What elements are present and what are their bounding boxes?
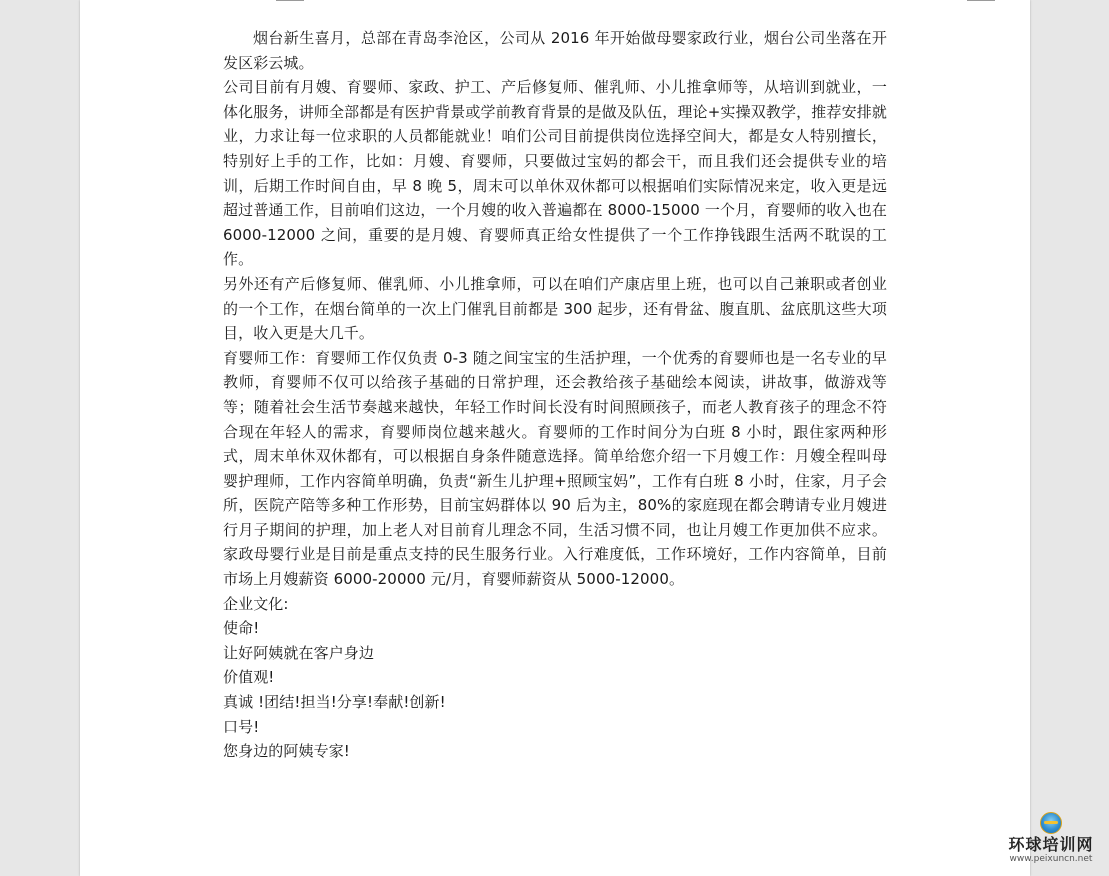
watermark-title: 环球培训网 — [1008, 835, 1094, 854]
paragraph-intro: 烟台新生喜月，总部在青岛李沧区，公司从 2016 年开始做母婴家政行业，烟台公司坐落在开发区彩云城。 — [223, 29, 887, 72]
mission-text: 让好阿姨就在客户身边 — [223, 643, 375, 662]
slogan-heading: 口号! — [223, 717, 260, 736]
values-heading: 价值观! — [223, 668, 275, 687]
paragraph-other-roles: 另外还有产后修复师、催乳师、小儿推拿师，可以在咱们产康店里上班，也可以自己兼职或者创业的一个工作，在烟台简单的一次上门催乳目前都是 300 起步，还有骨盆、腹直肌、盆底肌这些大项目，收入更是大几千。 — [223, 274, 887, 343]
margin-crop-mark-left — [276, 0, 304, 1]
culture-heading: 企业文化: — [223, 594, 289, 613]
margin-crop-mark-right — [967, 0, 995, 1]
mission-heading: 使命! — [223, 619, 260, 638]
watermark-url: www.peixuncn.net — [1009, 854, 1093, 864]
paragraph-nanny-work: 育婴师工作：育婴师工作仅负责 0-3 随之间宝宝的生活护理，一个优秀的育婴师也是一名专业的早教师，育婴师不仅可以给孩子基础的日常护理，还会教给孩子基础绘本阅读，讲故事，做游戏等等；随着社会生活节奏越来越快，年轻工作时间长没有时间照顾孩子，而老人教育孩子的理念不符合现在年轻人的需求，育婴师岗位越来越火。育婴师的工作时间分为白班 8 小时，跟住家两种形式，周末单休双休都有，可以根据自身条件随意选择。简单给您介绍一下月嫂工作：月嫂全程叫母婴护理师，工作内容简单明确，负责“新生儿护理+照顾宝妈”，工作有白班 8 小时，住家，月子会所，医院产陪等多种工作形势，目前宝妈群体以 90 后为主，80%的家庭现在都会聘请专业月嫂进行月子期间的护理，加上老人对目前育儿理念不同，生活习惯不同，也让月嫂工作更加供不应求。家政母婴行业是目前是重点支持的民生服务行业。入行难度低，工作环境好，工作内容简单，目前市场上月嫂薪资 6000-20000 元/月，育婴师薪资从 5000-12000。 — [223, 348, 887, 589]
paragraph-services: 公司目前有月嫂、育婴师、家政、护工、产后修复师、催乳师、小儿推拿师等，从培训到就业，一体化服务，讲师全部都是有医护背景或学前教育背景的是做及队伍，理论+实操双教学，推荐安排就业，力求让每一位求职的人员都能就业！咱们公司目前提供岗位选择空间大，都是女人特别擅长，特别好上手的工作，比如：月嫂、育婴师，只要做过宝妈的都会干，而且我们还会提供专业的培训，后期工作时间自由，早 8 晚 5，周末可以单休双休都可以根据咱们实际情况来定，收入更是远超过普通工作，目前咱们这边，一个月嫂的收入普遍都在 8000-15000 一个月，育婴师的收入也在 6000-12000 之间，重要的是月嫂、育婴师真正给女性提供了一个工作挣钱跟生活两不耽误的工作。 — [223, 78, 887, 269]
document-body — [223, 26, 887, 764]
slogan-text: 您身边的阿姨专家! — [223, 742, 350, 761]
values-text: 真诚 !团结!担当!分享!奉献!创新! — [223, 693, 446, 712]
globe-logo-icon — [1040, 812, 1062, 834]
site-watermark — [1001, 812, 1101, 866]
